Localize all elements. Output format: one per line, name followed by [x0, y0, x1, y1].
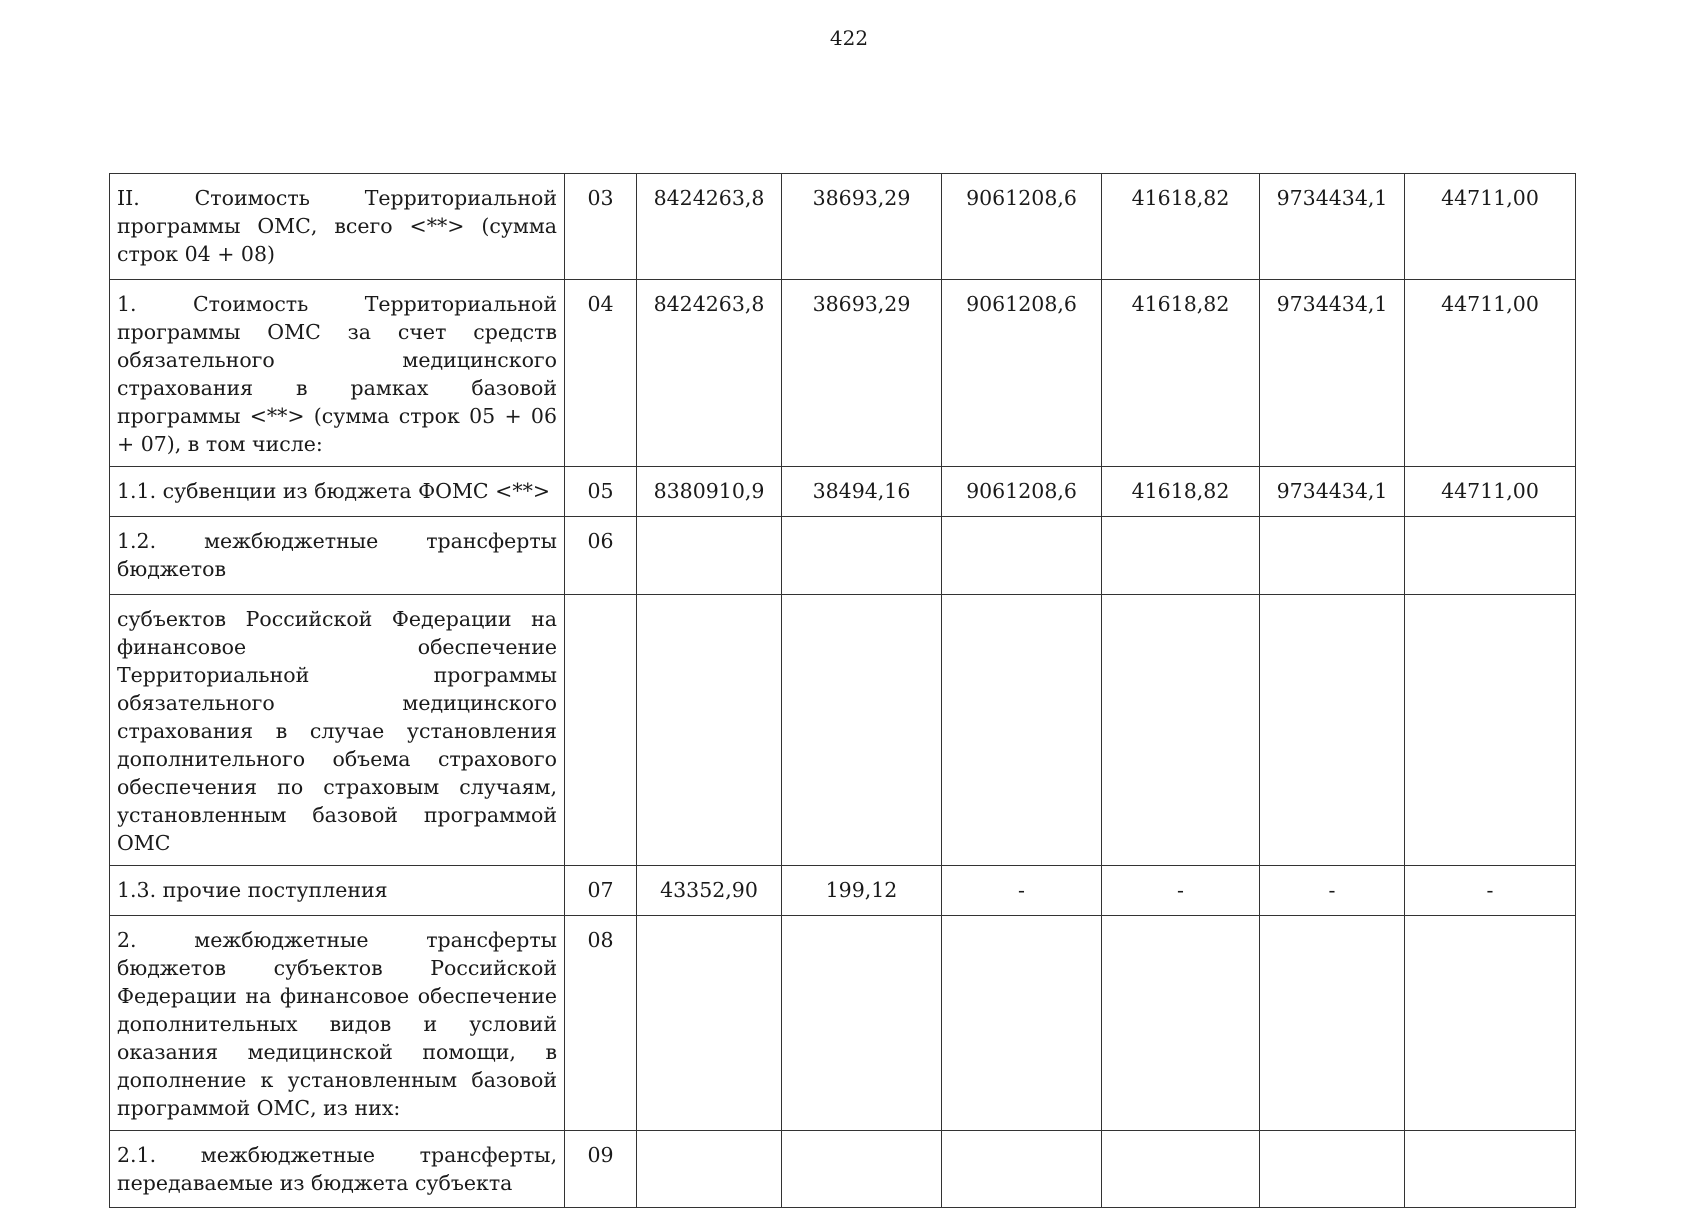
table-row	[110, 517, 1576, 595]
table-row	[110, 595, 1576, 866]
row-code: 07	[565, 866, 637, 916]
value-cell	[1260, 1131, 1405, 1208]
value-cell: 41618,82	[1102, 467, 1260, 517]
value-cell	[1405, 916, 1576, 1131]
value-cell	[1102, 595, 1260, 866]
row-label: 1.1. субвенции из бюджета ФОМС <**>	[110, 467, 565, 517]
value-cell	[782, 916, 942, 1131]
row-label: II. Стоимость Территориальной программы ОМС, всего <**> (сумма строк 04 + 08)	[110, 174, 565, 280]
program-cost-table	[109, 173, 1576, 1208]
value-cell: 9734434,1	[1260, 174, 1405, 280]
value-cell: 9734434,1	[1260, 467, 1405, 517]
row-label: 2. межбюджетные трансферты бюджетов субъектов Российской Федерации на финансовое обеспечение дополнительных видов и условий оказания медицинской помощи, в дополнение к установленным базовой программой ОМС, из них:	[110, 916, 565, 1131]
value-cell: 38693,29	[782, 174, 942, 280]
value-cell: 9061208,6	[942, 467, 1102, 517]
page-number: 422	[829, 26, 869, 50]
value-cell	[782, 1131, 942, 1208]
value-cell: 8424263,8	[637, 280, 782, 467]
value-cell	[1405, 595, 1576, 866]
value-cell	[942, 1131, 1102, 1208]
value-cell	[637, 1131, 782, 1208]
value-cell: 43352,90	[637, 866, 782, 916]
row-label: 1. Стоимость Территориальной программы ОМС за счет средств обязательного медицинского страхования в рамках базовой программы <**> (сумма строк 05 + 06 + 07), в том числе:	[110, 280, 565, 467]
value-cell	[942, 916, 1102, 1131]
value-cell	[1260, 595, 1405, 866]
row-label: 2.1. межбюджетные трансферты, передаваемые из бюджета субъекта	[110, 1131, 565, 1208]
row-code: 06	[565, 517, 637, 595]
table-row	[110, 916, 1576, 1131]
row-code	[565, 595, 637, 866]
value-cell: 9061208,6	[942, 280, 1102, 467]
value-cell: -	[1102, 866, 1260, 916]
value-cell	[1260, 916, 1405, 1131]
value-cell: 41618,82	[1102, 174, 1260, 280]
value-cell	[1260, 517, 1405, 595]
value-cell	[1405, 1131, 1576, 1208]
value-cell: 8424263,8	[637, 174, 782, 280]
value-cell	[1405, 517, 1576, 595]
value-cell: 44711,00	[1405, 467, 1576, 517]
value-cell	[782, 595, 942, 866]
row-label: 1.3. прочие поступления	[110, 866, 565, 916]
row-code: 08	[565, 916, 637, 1131]
value-cell	[1102, 1131, 1260, 1208]
value-cell: 44711,00	[1405, 280, 1576, 467]
row-code: 05	[565, 467, 637, 517]
table-row	[110, 174, 1576, 280]
value-cell: -	[1260, 866, 1405, 916]
value-cell: 9061208,6	[942, 174, 1102, 280]
table-row	[110, 280, 1576, 467]
value-cell	[782, 517, 942, 595]
table-row	[110, 1131, 1576, 1208]
value-cell	[1102, 517, 1260, 595]
value-cell	[637, 517, 782, 595]
value-cell: 38693,29	[782, 280, 942, 467]
value-cell	[637, 916, 782, 1131]
value-cell: 8380910,9	[637, 467, 782, 517]
row-label: субъектов Российской Федерации на финансовое обеспечение Территориальной программы обязательного медицинского страхования в случае установления дополнительного объема страхового обеспечения по страховым случаям, установленным базовой программой ОМС	[110, 595, 565, 866]
value-cell: -	[1405, 866, 1576, 916]
value-cell	[637, 595, 782, 866]
value-cell: 41618,82	[1102, 280, 1260, 467]
value-cell: 44711,00	[1405, 174, 1576, 280]
value-cell: 9734434,1	[1260, 280, 1405, 467]
value-cell: 38494,16	[782, 467, 942, 517]
value-cell: -	[942, 866, 1102, 916]
row-label: 1.2. межбюджетные трансферты бюджетов	[110, 517, 565, 595]
row-code: 09	[565, 1131, 637, 1208]
table-row	[110, 866, 1576, 916]
row-code: 04	[565, 280, 637, 467]
row-code: 03	[565, 174, 637, 280]
value-cell	[1102, 916, 1260, 1131]
value-cell: 199,12	[782, 866, 942, 916]
value-cell	[942, 517, 1102, 595]
table-row	[110, 467, 1576, 517]
value-cell	[942, 595, 1102, 866]
